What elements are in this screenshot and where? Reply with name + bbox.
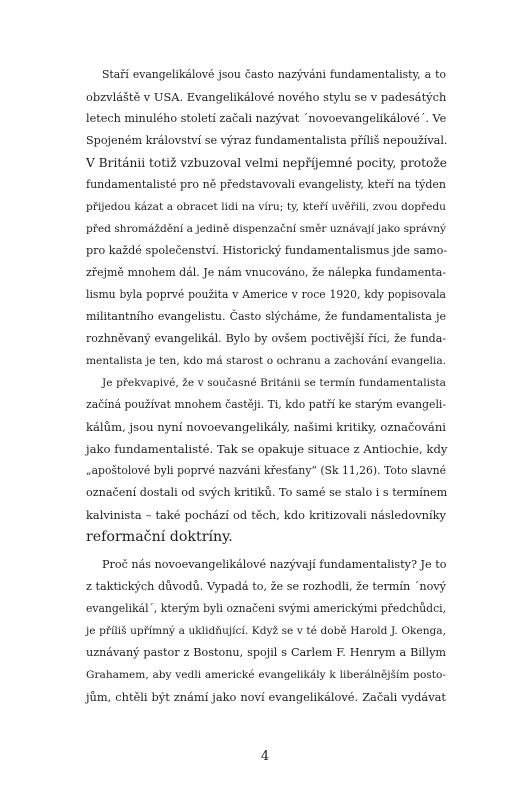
text-line: kalvinista – také pochází od těch, kdo kritizovali následovníky [86, 508, 446, 522]
text-line: uznávaný pastor z Bostonu, spojil s Carlem F. Henrym a Billym [86, 646, 446, 659]
text-line: kálům, jsou nyní novoevangelikály, našimi kritiky, označováni [86, 420, 446, 434]
text-line: militantního evangelistu. Často slýcháme, že fundamentalista je [86, 310, 446, 323]
text-line: Spojeném království se výraz fundamentalista příliš nepoužíval. [86, 134, 448, 147]
text-line: označení dostali od svých kritiků. To samé se stalo i s termínem [86, 486, 448, 499]
text-line: přijedou kázat a obracet lidi na víru; ty, kteří uvěřili, zvou dopředu [86, 201, 446, 213]
text-line: Proč nás novoevangelikálové nazývají fundamentalisty? Je to [102, 558, 447, 571]
text-line: je příliš upřímný a uklidňující. Když se v té době Harold J. Okenga, [86, 625, 446, 637]
page-number: 4 [260, 749, 270, 764]
text-line: pro každé společenství. Historický fundamentalismus jde samo- [86, 244, 448, 257]
text-line: začíná používat mnohem častěji. Ti, kdo patří ke starým evangeli- [86, 398, 446, 411]
text-line: Grahamem, aby vedli americké evangelikály k liberálnějším posto- [86, 669, 446, 681]
text-line: „apoštolové byli poprvé nazváni křesťany“ (Sk 11,26). Toto slavné [86, 464, 446, 477]
text-line: Je překvapivé, že v současné Británii se termín fundamentalista [102, 377, 446, 389]
text-line: evangelikál´, kterým byli označeni svými americkými předchůdci, [86, 602, 446, 615]
text-line: mentalista je ten, kdo má starost o ochranu a zachování evangelia. [86, 355, 446, 367]
text-line: z taktických důvodů. Vypadá to, že se rozhodli, že termín ´nový [86, 580, 446, 593]
text-line: lismu byla poprvé použita v Americe v roce 1920, kdy popisovala [86, 288, 446, 301]
text-line: fundamentalisté pro ně představovali evangelisty, kteří na týden [86, 178, 446, 191]
text-line: V Británii totiž vzbuzoval velmi nepříjemné pocity, protože [86, 156, 448, 170]
text-line: jům, chtěli být známí jako noví evangelikálové. Začali vydávat [86, 690, 446, 704]
text-line: obzvláště v USA. Evangelikálové nového stylu se v padesátých [86, 90, 447, 104]
text-line: rozhněvaný evangelikál. Bylo by ovšem poctivější říci, že funda- [86, 332, 446, 345]
text-line: před shromáždění a jedině dispenzační směr uznávají jako správný [86, 223, 446, 235]
text-line: zřejmě mnohem dál. Je nám vnucováno, že nálepka fundamenta- [86, 266, 446, 279]
text-line: reformační doktríny. [86, 529, 233, 545]
text-line: jako fundamentalisté. Tak se opakuje situace z Antiochie, kdy [86, 442, 448, 456]
text-line: Staří evangelikálové jsou často nazýváni fundamentalisty, a to [102, 68, 446, 81]
text-line: letech minulého století začali nazývat ´novoevangelikálové´. Ve [86, 112, 447, 125]
